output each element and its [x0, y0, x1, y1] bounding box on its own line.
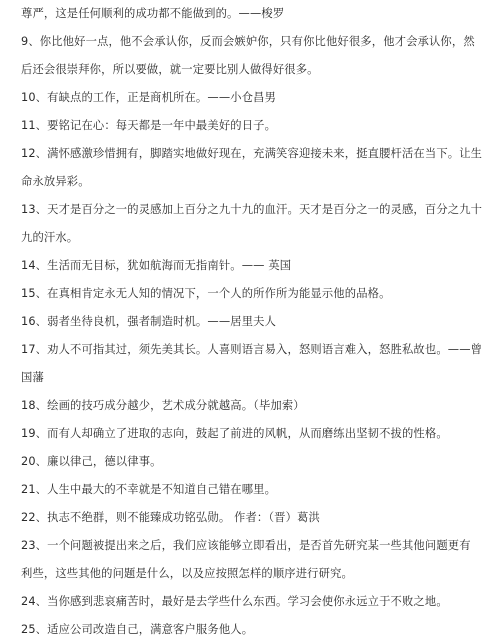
text-line: 21、人生中最大的不幸就是不知道自己错在哪里。: [21, 483, 277, 496]
text-line: 16、弱者坐待良机，强者制造时机。——居里夫人: [21, 315, 277, 328]
text-line: 命永放异彩。: [21, 175, 90, 188]
text-line: 国藩: [21, 371, 44, 384]
text-line: 后还会很崇拜你，所以要做，就一定要比别人做得好很多。: [21, 63, 319, 76]
text-line: 11、要铭记在心：每天都是一年中最美好的日子。: [21, 119, 277, 132]
text-line: 25、适应公司改造自己，满意客户服务他人。: [21, 623, 254, 636]
text-line: 23、一个问题被提出来之后，我们应该能够立即看出，是否首先研究某一些其他问题更有: [21, 539, 471, 552]
text-line: 利些，这些其他的问题是什么，以及应按照怎样的顺序进行研究。: [21, 567, 353, 580]
text-line: 24、当你感到悲哀痛苦时，最好是去学些什么东西。学习会使你永远立于不败之地。: [21, 595, 448, 608]
text-line: 12、满怀感激珍惜拥有，脚踏实地做好现在，充满笑容迎接未来，挺直腰杆活在当下。让生: [21, 147, 483, 160]
text-line: 九的汗水。: [21, 231, 79, 244]
text-line: 22、执志不绝群，则不能臻成功铭弘勋。 作者：（晋）葛洪: [21, 511, 320, 524]
text-line: 14、生活而无目标，犹如航海而无指南针。—— 英国: [21, 259, 292, 272]
text-line: 9、你比他好一点，他不会承认你，反而会嫉妒你，只有你比他好很多，他才会承认你，然: [21, 35, 475, 48]
text-line: 19、而有人却确立了进取的志向，鼓起了前进的风帆，从而磨练出坚韧不拔的性格。: [21, 427, 448, 440]
text-line: 15、在真相肯定永无人知的情况下，一个人的所作所为能显示他的品格。: [21, 287, 391, 300]
text-line: 18、绘画的技巧成分越少，艺术成分就越高。（毕加索）: [21, 399, 305, 412]
text-line: 10、有缺点的工作，正是商机所在。——小仓昌男: [21, 91, 277, 104]
text-line: 17、劝人不可指其过，须先美其长。人喜则语言易入，怒则语言难入，怒胜私故也。——曾: [21, 343, 483, 356]
text-line: 13、天才是百分之一的灵感加上百分之九十九的血汗。天才是百分之一的灵感，百分之九十: [21, 203, 483, 216]
text-line: 尊严，这是任何顺利的成功都不能做到的。——梭罗: [21, 7, 285, 20]
text-line: 20、廉以律己，德以律事。: [21, 455, 162, 468]
